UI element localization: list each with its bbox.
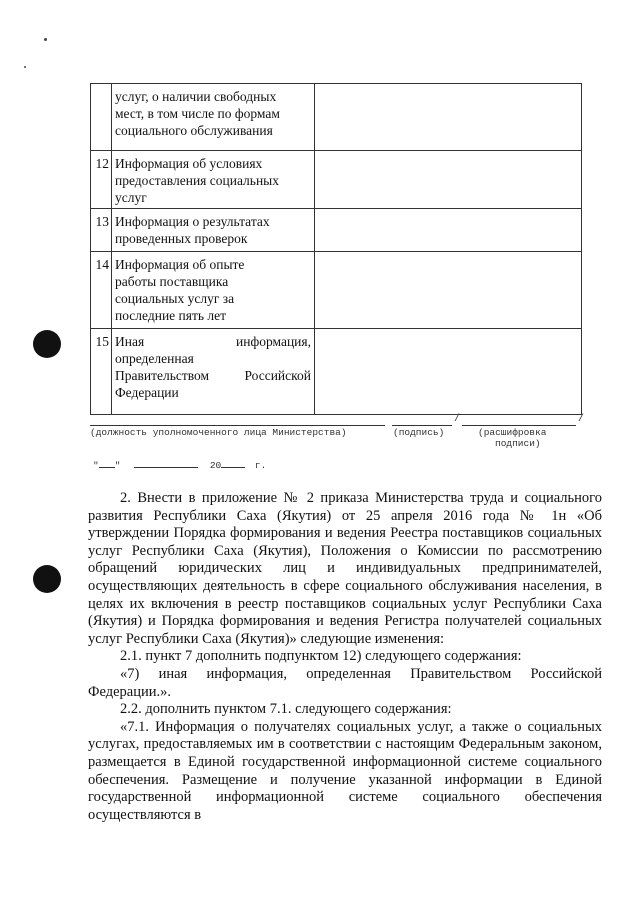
decoding-label-2: подписи)	[495, 438, 541, 449]
row-number: 12	[91, 151, 112, 209]
row-label-line: проведенных проверок	[115, 231, 248, 246]
info-table	[90, 83, 582, 415]
row-value	[315, 329, 582, 415]
table-row	[91, 209, 582, 252]
row-label-line: Информация о результатах	[115, 214, 270, 229]
table-row	[91, 329, 582, 415]
row-value	[315, 209, 582, 252]
row-number: 14	[91, 252, 112, 329]
row-number: 15	[91, 329, 112, 415]
row-label	[112, 151, 315, 209]
paragraph: «7.1. Информация о получателях социальных услуг, а также о социальных услугах, предоставляемых им в соответствии с настоящим Федеральным законом, размещается в Единой государственной информационной системе социального обеспечения. Размещение и получение указанной информации в Единой государственной информационной системе социального обеспечения осуществляются в	[88, 718, 602, 823]
slash-left: /	[454, 414, 461, 425]
punch-hole-top	[33, 330, 61, 358]
position-label: (должность уполномоченного лица Министерства)	[90, 427, 347, 438]
row-label	[112, 209, 315, 252]
row-label-line: социального обслуживания	[115, 123, 273, 138]
paragraph: 2.1. пункт 7 дополнить подпунктом 12) следующего содержания:	[120, 648, 522, 665]
date-line: " " 20 г.	[93, 460, 267, 471]
row-label-line: работы поставщика	[115, 274, 229, 289]
row-label-line: мест, в том числе по формам	[115, 106, 280, 121]
punch-hole-bottom	[33, 565, 61, 593]
scan-speck	[44, 38, 47, 41]
row-label-line: предоставления социальных	[115, 173, 279, 188]
body-text	[88, 490, 602, 824]
row-label-line: определенная	[115, 351, 194, 366]
row-label-line: услуг	[115, 190, 147, 205]
row-label-line: Информация об опыте	[115, 257, 245, 272]
table-row	[91, 252, 582, 329]
row-number	[91, 84, 112, 151]
decoding-label: (расшифровка	[478, 427, 547, 438]
row-value	[315, 84, 582, 151]
slash-right: /	[578, 414, 585, 425]
table-row	[91, 84, 582, 151]
row-value	[315, 151, 582, 209]
row-label	[112, 252, 315, 329]
row-label-line: последние пять лет	[115, 308, 227, 323]
row-label-line: Федерации	[115, 385, 179, 400]
position-line	[90, 425, 385, 426]
row-label-line: услуг, о наличии свободных	[115, 89, 277, 104]
row-value	[315, 252, 582, 329]
scan-speck	[24, 66, 26, 68]
table-row	[91, 151, 582, 209]
paragraph: 2.2. дополнить пунктом 7.1. следующего содержания:	[120, 701, 452, 718]
row-label-line: Иная информация,	[115, 334, 311, 349]
paragraph: «7) иная информация, определенная Правительством Российской Федерации.».	[88, 665, 602, 700]
row-label-line: социальных услуг за	[115, 291, 235, 306]
signature-label: (подпись)	[393, 427, 445, 438]
row-label-line: Информация об условиях	[115, 156, 263, 171]
decoding-line	[462, 425, 576, 426]
paragraph: 2. Внести в приложение № 2 приказа Министерства труда и социального развития Республики Саха (Якутия) от 25 апреля 2016 года № 1н «Об утверждении Порядка формирования и ведения Реестра поставщиков социальных услуг Республики Саха (Якутия), Положения о Комиссии по рассмотрению обращений юридических лиц и индивидуальных предпринимателей, осуществляющих деятельность в сфере социального обслуживания населения, в целях их включения в реестр поставщиков социальных услуг Республики Саха (Якутия) и Порядка формирования и ведения Регистра получателей социальных услуг Республики Саха (Якутия)» следующие изменения:	[88, 490, 602, 647]
row-number: 13	[91, 209, 112, 252]
row-label	[112, 84, 315, 151]
row-label-line: Правительством Российской	[115, 368, 311, 383]
row-label	[112, 329, 315, 415]
signature-line	[392, 425, 452, 426]
